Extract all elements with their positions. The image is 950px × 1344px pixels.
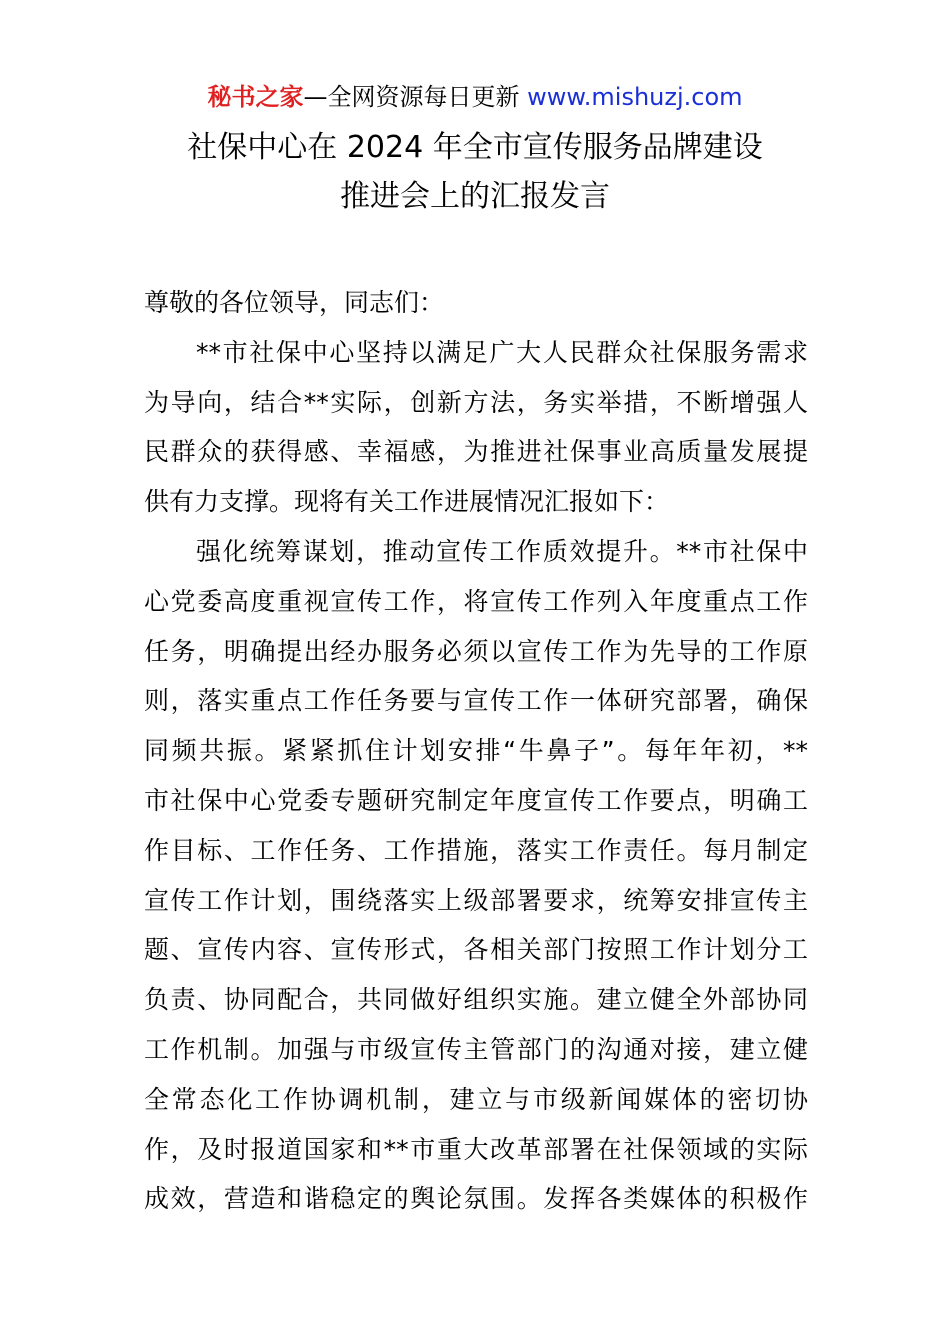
- body-line: 作目标、工作任务、工作措施，落实工作责任。每月制定: [144, 835, 808, 865]
- body-line: 负责、协同配合，共同做好组织实施。建立健全外部协同: [144, 985, 808, 1015]
- document-body: [144, 278, 808, 1224]
- body-line: 任务，明确提出经办服务必须以宣传工作为先导的工作原: [144, 636, 808, 666]
- body-line: 民群众的获得感、幸福感，为推进社保事业高质量发展提: [144, 437, 808, 467]
- body-line: 作，及时报道国家和**市重大改革部署在社保领域的实际: [144, 1134, 808, 1164]
- salutation: 尊敬的各位领导，同志们：: [144, 288, 445, 317]
- body-line: 同频共振。紧紧抓住计划安排“牛鼻子”。每年年初，**: [144, 736, 808, 766]
- brand-name: 秘书之家: [207, 83, 304, 111]
- body-line: 宣传工作计划，围绕落实上级部署要求，统筹安排宣传主: [144, 885, 808, 915]
- document-title-line-1: 社保中心在 2024 年全市宣传服务品牌建设: [187, 130, 763, 165]
- document-title-line-2: 推进会上的汇报发言: [340, 179, 610, 214]
- site-header: [0, 80, 950, 114]
- header-tagline: —全网资源每日更新: [303, 83, 528, 111]
- body-line: 工作机制。加强与市级宣传主管部门的沟通对接，建立健: [144, 1034, 808, 1064]
- body-line: 则，落实重点工作任务要与宣传工作一体研究部署，确保: [144, 686, 808, 716]
- body-line: 供有力支撑。现将有关工作进展情况汇报如下：: [144, 487, 670, 517]
- body-line: 心党委高度重视宣传工作，将宣传工作列入年度重点工作: [144, 586, 808, 616]
- body-line: 市社保中心党委专题研究制定年度宣传工作要点，明确工: [144, 785, 808, 815]
- body-line: 题、宣传内容、宣传形式，各相关部门按照工作计划分工: [144, 935, 808, 965]
- body-line: **市社保中心坚持以满足广大人民群众社保服务需求: [196, 337, 808, 367]
- body-line: 成效，营造和谐稳定的舆论氛围。发挥各类媒体的积极作: [144, 1184, 808, 1214]
- body-line: 强化统筹谋划，推动宣传工作质效提升。**市社保中: [196, 536, 808, 566]
- site-url-link[interactable]: www.mishuzj.com: [527, 83, 743, 111]
- body-line: 为导向，结合**实际，创新方法，务实举措，不断增强人: [144, 387, 808, 417]
- body-line: 全常态化工作协调机制，建立与市级新闻媒体的密切协: [144, 1084, 808, 1114]
